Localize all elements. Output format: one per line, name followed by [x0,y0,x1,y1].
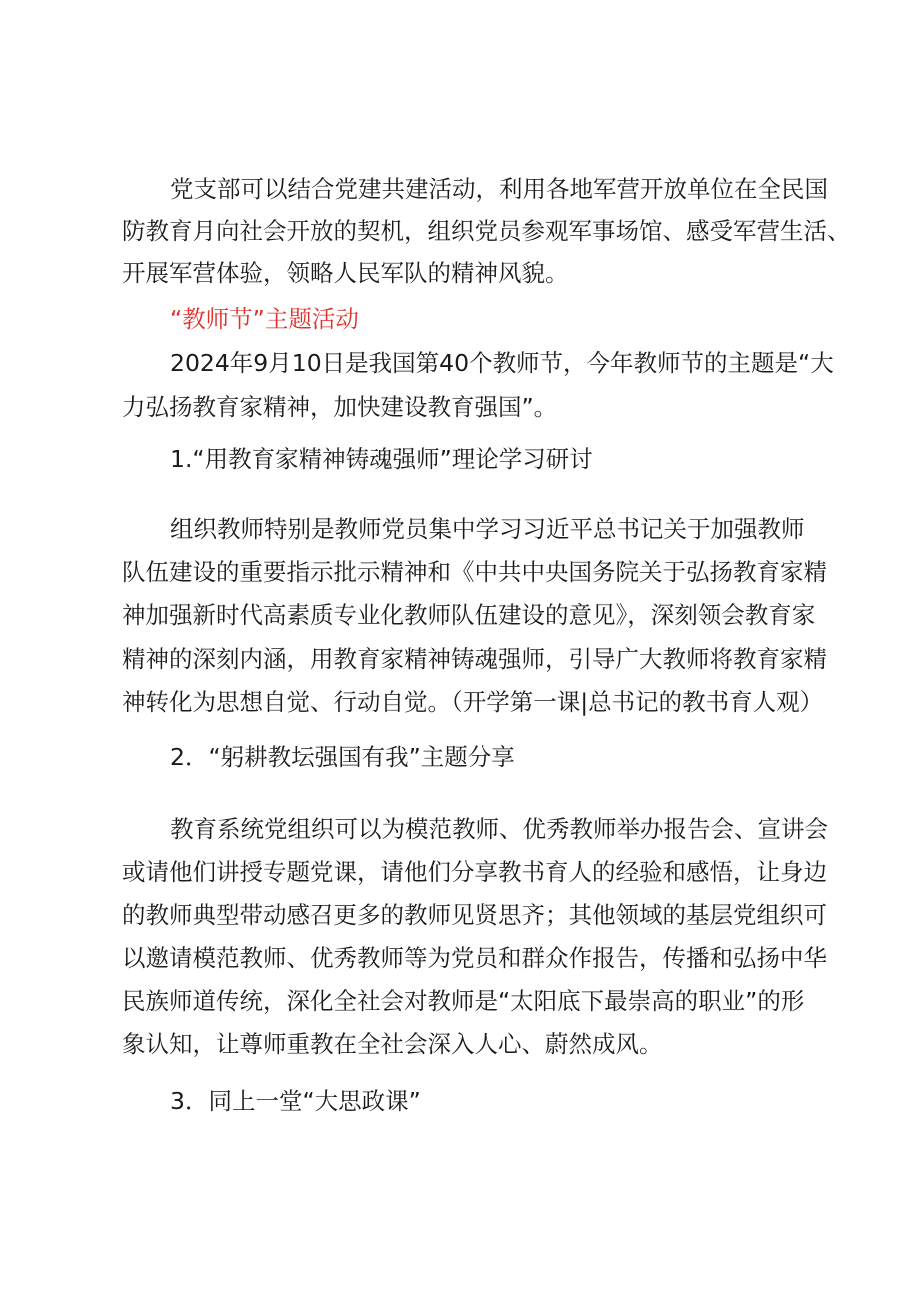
paragraph-4-line-2: 或请他们讲授专题党课，请他们分享教书育人的经验和感悟，让身边 [122,858,827,886]
paragraph-1-line-1: 党支部可以结合党建共建活动，利用各地军营开放单位在全民国 [170,175,828,203]
paragraph-1-line-2: 防教育月向社会开放的契机，组织党员参观军事场馆、感受军营生活、 [122,217,851,245]
paragraph-3-line-2: 队伍建设的重要指示批示精神和《中共中央国务院关于弘扬教育家精 [122,558,827,586]
paragraph-2-line-1: 2024年9月10日是我国第40个教师节，今年教师节的主题是“大 [170,349,834,377]
paragraph-4-line-1: 教育系统党组织可以为模范教师、优秀教师举办报告会、宣讲会 [170,815,828,843]
paragraph-3-line-5: 神转化为思想自觉、行动自觉。（开学第一课|总书记的教书育人观） [122,688,824,716]
item-1-title: 1.“用教育家精神铸魂强师”理论学习研讨 [170,445,593,473]
paragraph-4-line-5: 民族师道传统，深化全社会对教师是“太阳底下最崇高的职业”的形 [122,987,805,1015]
paragraph-4-line-3: 的教师典型带动感召更多的教师见贤思齐；其他领域的基层党组织可 [122,901,827,929]
paragraph-3-line-3: 神加强新时代高素质专业化教师队伍建设的意见》，深刻领会教育家 [122,601,816,629]
paragraph-1-line-3: 开展军营体验，领略人民军队的精神风貌。 [122,259,569,287]
paragraph-4-line-4: 以邀请模范教师、优秀教师等为党员和群众作报告，传播和弘扬中华 [122,944,827,972]
item-2-title: 2．“躬耕教坛强国有我”主题分享 [170,743,515,771]
item-3-title: 3．同上一堂“大思政课” [170,1087,421,1115]
paragraph-3-line-1: 组织教师特别是教师党员集中学习习近平总书记关于加强教师 [170,515,805,543]
paragraph-2-line-2: 力弘扬教育家精神，加快建设教育强国”。 [122,393,558,421]
section-heading-teachers-day: “教师节”主题活动 [170,305,359,333]
paragraph-4-line-6: 象认知，让尊师重教在全社会深入人心、蔚然成风。 [122,1030,663,1058]
paragraph-3-line-4: 精神的深刻内涵，用教育家精神铸魂强师，引导广大教师将教育家精 [122,645,827,673]
